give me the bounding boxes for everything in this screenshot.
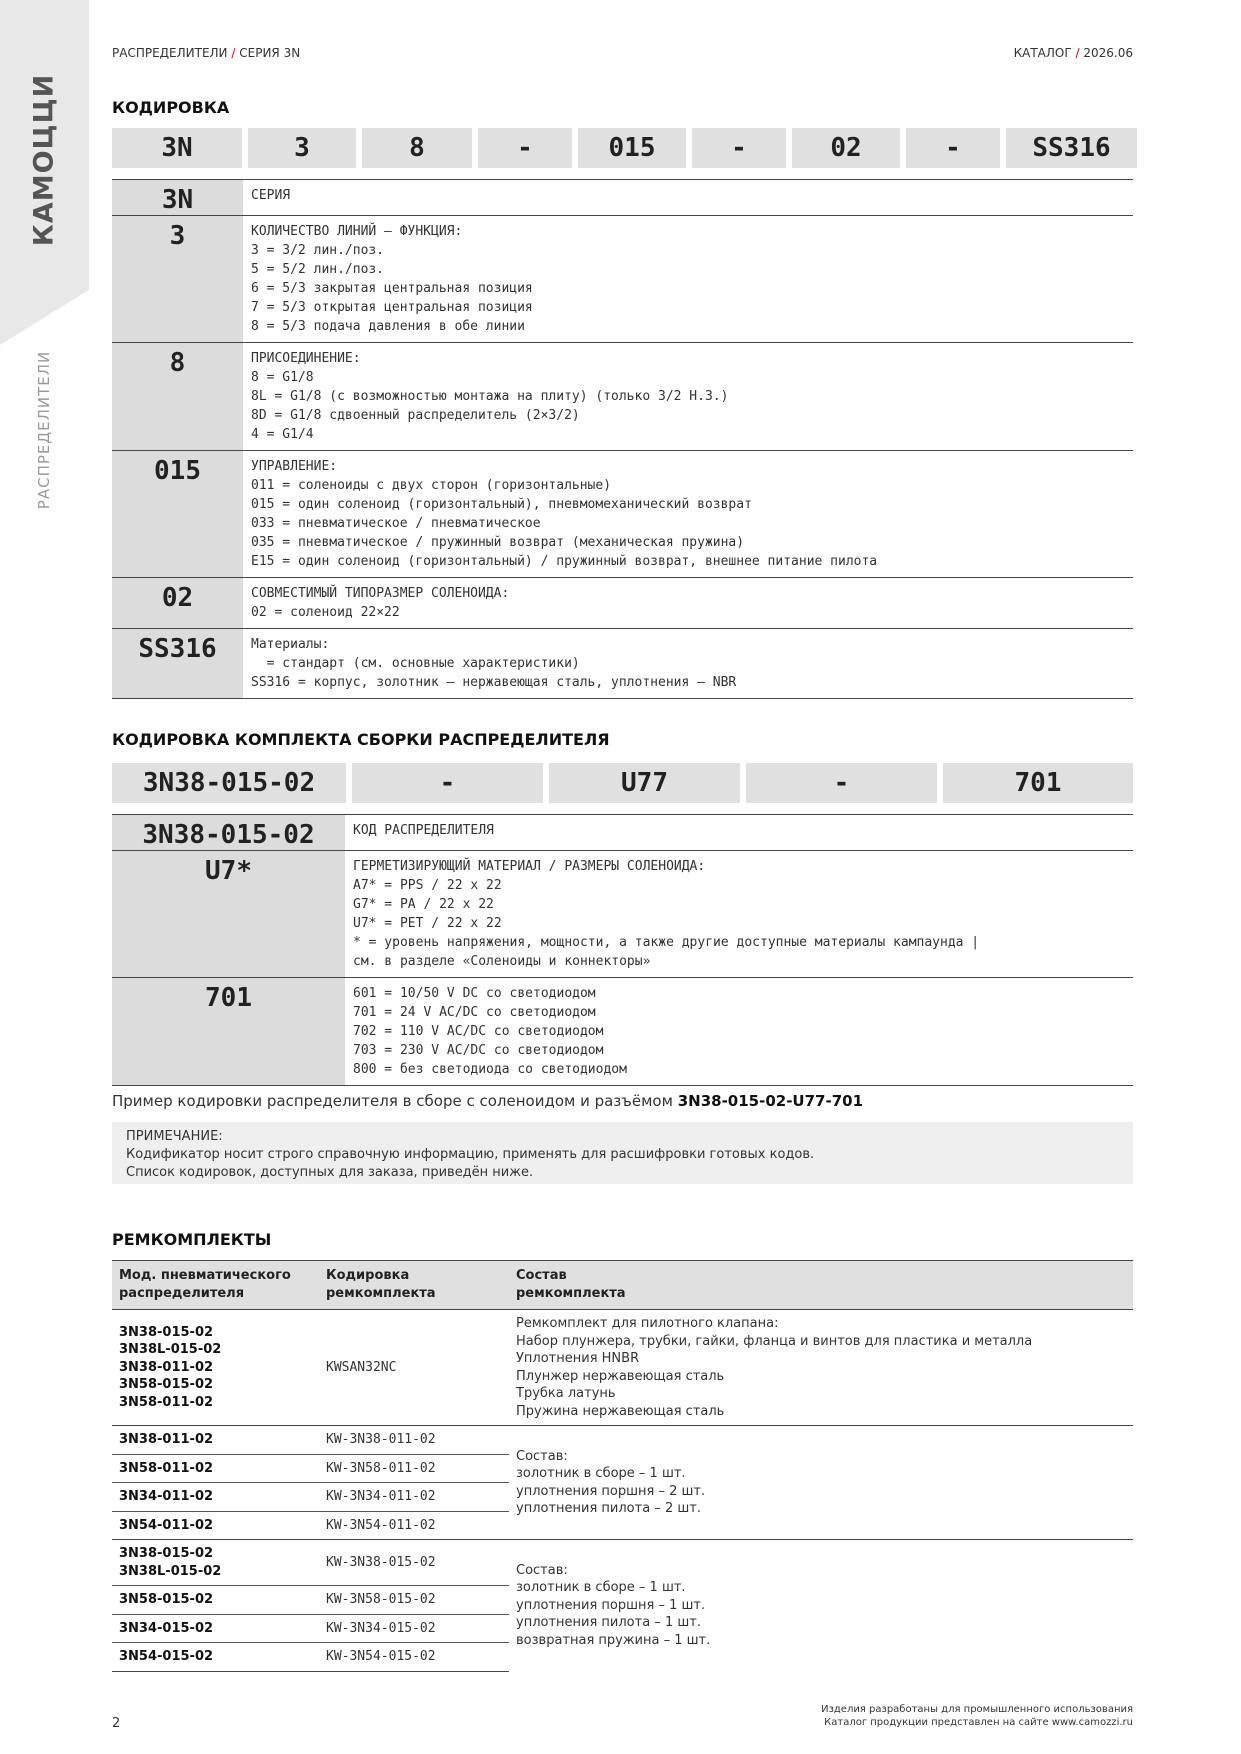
kit-cell: KW-3N34-015-02 (319, 1614, 509, 1643)
code-row (112, 629, 1133, 699)
composition-line: уплотнения пилота – 1 шт. (516, 1615, 701, 1631)
model-code: 3N58-015-02 (119, 1377, 214, 1393)
code-segment: - (746, 763, 937, 803)
code-value: 02 (112, 578, 243, 628)
kit-cell: KW-3N38-015-02 (319, 1540, 509, 1586)
code-segment: 02 (792, 128, 900, 168)
code-value: 3N38-015-02 (112, 815, 345, 850)
description-line: 015 = один соленоид (горизонтальный), пневмомеханический возврат (251, 497, 752, 512)
footer-note (821, 1703, 1133, 1729)
example-text: Пример кодировки распределителя в сборе с соленоидом и разъёмом (112, 1092, 673, 1110)
model-cell: 3N54-015-02 (112, 1643, 319, 1672)
description-line: 6 = 5/3 закрытая центральная позиция (251, 281, 533, 296)
footer-line-2: Каталог продукции представлен на сайте www.camozzi.ru (824, 1717, 1133, 1728)
model-code: 3N38-011-02 (119, 1359, 214, 1375)
breadcrumb (112, 46, 300, 60)
description-line: КОЛИЧЕСТВО ЛИНИЙ – ФУНКЦИЯ: (251, 224, 463, 239)
composition-line: Трубка латунь (516, 1386, 616, 1401)
repair-kits-table (112, 1260, 1133, 1672)
model-cell: 3N58-015-02 (112, 1586, 319, 1615)
composition-line: уплотнения поршня – 1 шт. (516, 1597, 706, 1613)
code-value: 3 (112, 216, 243, 342)
catalog-label: КАТАЛОГ (1013, 46, 1072, 60)
description-line: 7 = 5/3 открытая центральная позиция (251, 300, 533, 315)
repair-title: РЕМКОМПЛЕКТЫ (112, 1230, 272, 1249)
breadcrumb-separator: / (231, 46, 236, 60)
kit-cell: KWSAN32NC (319, 1310, 509, 1426)
code-segment: U77 (549, 763, 740, 803)
code-segment: 701 (943, 763, 1133, 803)
description-line: 035 = пневматическое / пружинный возврат (механическая пружина) (251, 535, 745, 550)
breadcrumb-series: СЕРИЯ 3N (239, 46, 301, 60)
kit-coding-bar (112, 763, 1133, 803)
code-row (112, 978, 1133, 1086)
description-line: 8L = G1/8 (с возможностью монтажа на плиту) (только 3/2 Н.З.) (251, 389, 729, 404)
kit-coding-table (112, 814, 1133, 1086)
description-line: 4 = G1/4 (251, 427, 314, 442)
description-line: SS316 = корпус, золотник – нержавеющая сталь, уплотнения – NBR (251, 675, 737, 690)
description-line: 011 = соленоиды с двух сторон (горизонтальные) (251, 478, 612, 493)
kit-cell: KW-3N38-011-02 (319, 1426, 509, 1455)
note-box (112, 1122, 1133, 1184)
code-segment: - (906, 128, 1000, 168)
description-line: 8D = G1/8 сдвоенный распределитель (2×3/2) (251, 408, 580, 423)
repair-header-row (112, 1261, 1133, 1310)
composition-line: Состав: (516, 1448, 568, 1464)
description-line: СЕРИЯ (251, 188, 291, 203)
note-line-2: Список кодировок, доступных для заказа, приведён ниже. (126, 1165, 534, 1180)
description-line: 3 = 3/2 лин./поз. (251, 243, 385, 258)
code-value: U7* (112, 851, 345, 977)
code-segment: 3 (248, 128, 356, 168)
composition-line: золотник в сборе – 1 шт. (516, 1466, 686, 1481)
code-row (112, 851, 1133, 978)
coding-bar (112, 128, 1133, 168)
model-code: 3N58-011-02 (119, 1394, 214, 1410)
description-line: УПРАВЛЕНИЕ: (251, 459, 338, 474)
description-line: 703 = 230 V AC/DC со светодиодом (353, 1043, 604, 1058)
code-value: 8 (112, 343, 243, 450)
catalog-separator: / (1075, 46, 1080, 60)
description-line: E15 = один соленоид (горизонтальный) / пружинный возврат, внешнее питание пилота (251, 554, 878, 569)
code-segment: 015 (578, 128, 686, 168)
example-code: 3N38-015-02-U77-701 (677, 1092, 864, 1110)
coding-table (112, 179, 1133, 699)
description-line: A7* = PPS / 22 x 22 (353, 878, 502, 893)
code-segment: 3N38-015-02 (112, 763, 346, 803)
code-segment: SS316 (1006, 128, 1137, 168)
kit-cell: KW-3N54-011-02 (319, 1511, 509, 1540)
code-segment: - (692, 128, 786, 168)
description-line: = стандарт (см. основные характеристики) (251, 656, 580, 671)
table-row (112, 1426, 1133, 1455)
composition-line: Пружина нержавеющая сталь (516, 1403, 725, 1419)
kit-cell: KW-3N58-015-02 (319, 1586, 509, 1615)
description-line: КОД РАСПРЕДЕЛИТЕЛЯ (353, 823, 494, 838)
model-cell: 3N34-011-02 (112, 1483, 319, 1512)
header-model: Мод. пневматического распределителя (112, 1261, 319, 1310)
code-row (112, 343, 1133, 451)
catalog-version (1014, 46, 1133, 60)
code-description (243, 343, 1133, 450)
description-line: G7* = PA / 22 x 22 (353, 897, 494, 912)
composition-line: Уплотнения HNBR (516, 1351, 640, 1366)
code-description (243, 629, 1133, 698)
sidebar-section-label: РАСПРЕДЕЛИТЕЛИ (35, 350, 53, 510)
code-segment: 8 (362, 128, 472, 168)
description-line: 8 = 5/3 подача давления в обе линии (251, 319, 525, 334)
code-row (112, 216, 1133, 343)
kit-cell: KW-3N54-015-02 (319, 1643, 509, 1672)
composition-line: Ремкомплект для пилотного клапана: (516, 1316, 779, 1331)
model-cell: 3N58-011-02 (112, 1454, 319, 1483)
code-value: 015 (112, 451, 243, 577)
model-cell: 3N54-011-02 (112, 1511, 319, 1540)
code-description (243, 180, 1133, 215)
model-code: 3N38-015-02 (119, 1324, 214, 1340)
composition-line: возвратная пружина – 1 шт. (516, 1632, 711, 1648)
code-description (243, 451, 1133, 577)
code-segment: - (352, 763, 543, 803)
code-row (112, 180, 1133, 216)
breadcrumb-section: РАСПРЕДЕЛИТЕЛИ (112, 46, 228, 60)
composition-line: Плунжер нержавеющая сталь (516, 1368, 725, 1384)
description-line: ПРИСОЕДИНЕНИЕ: (251, 351, 361, 366)
composition-cell (509, 1540, 1133, 1672)
header-composition: Состав ремкомплекта (509, 1261, 1133, 1310)
description-line: 800 = без светодиода со светодиодом (353, 1062, 627, 1077)
composition-line: золотник в сборе – 1 шт. (516, 1580, 686, 1596)
description-line: 8 = G1/8 (251, 370, 314, 385)
code-description (243, 578, 1133, 628)
description-line: 601 = 10/50 V DC со светодиодом (353, 986, 596, 1001)
code-description (243, 216, 1133, 342)
header-kit: Кодировка ремкомплекта (319, 1261, 509, 1310)
model-cell: 3N38-015-02 3N38L-015-02 (112, 1540, 319, 1586)
code-value: SS316 (112, 629, 243, 698)
code-row (112, 815, 1133, 851)
kit-cell: KW-3N58-011-02 (319, 1454, 509, 1483)
composition-line: Состав: (516, 1562, 568, 1578)
brand-logo: КАМОЦЦИ (28, 73, 60, 247)
composition-line: уплотнения пилота – 2 шт. (516, 1501, 701, 1516)
code-row (112, 578, 1133, 629)
page-number: 2 (112, 1716, 121, 1731)
composition-cell (509, 1310, 1133, 1426)
description-line: см. в разделе «Соленоиды и коннекторы» (353, 954, 651, 969)
description-line: 5 = 5/2 лин./поз. (251, 262, 385, 277)
kit-coding-title: КОДИРОВКА КОМПЛЕКТА СБОРКИ РАСПРЕДЕЛИТЕЛЯ (112, 730, 610, 749)
code-description (345, 978, 1133, 1085)
description-line: 701 = 24 V AC/DC со светодиодом (353, 1005, 596, 1020)
model-cell (112, 1310, 319, 1426)
code-value: 701 (112, 978, 345, 1085)
description-line: 033 = пневматическое / пневматическое (251, 516, 541, 531)
composition-line: уплотнения поршня – 2 шт. (516, 1483, 706, 1499)
code-row (112, 451, 1133, 578)
description-line: 02 = соленоид 22×22 (251, 605, 400, 620)
code-description (345, 815, 1133, 850)
model-code: 3N38L-015-02 (119, 1342, 222, 1358)
code-segment: - (478, 128, 572, 168)
description-line: U7* = PET / 22 x 22 (353, 916, 502, 931)
coding-title: КОДИРОВКА (112, 98, 230, 117)
description-line: 702 = 110 V AC/DC со светодиодом (353, 1024, 604, 1039)
code-description (345, 851, 1133, 977)
model-cell: 3N38-011-02 (112, 1426, 319, 1455)
composition-line: Набор плунжера, трубки, гайки, фланца и винтов для пластика и металла (516, 1333, 1033, 1349)
table-row (112, 1540, 1133, 1586)
description-line: ГЕРМЕТИЗИРУЮЩИЙ МАТЕРИАЛ / РАЗМЕРЫ СОЛЕНОИДА: (353, 859, 706, 874)
kit-cell: KW-3N34-011-02 (319, 1483, 509, 1512)
composition-cell (509, 1426, 1133, 1540)
note-title: ПРИМЕЧАНИЕ: (126, 1129, 223, 1144)
description-line: СОВМЕСТИМЫЙ ТИПОРАЗМЕР СОЛЕНОИДА: (251, 586, 510, 601)
description-line: * = уровень напряжения, мощности, а также другие доступные материалы кампаунда | (353, 935, 980, 950)
footer-line-1: Изделия разработаны для промышленного использования (821, 1704, 1133, 1715)
note-line-1: Кодификатор носит строго справочную информацию, применять для расшифровки готовых кодов. (126, 1147, 815, 1162)
example-line (112, 1092, 863, 1110)
table-row (112, 1310, 1133, 1426)
catalog-date: 2026.06 (1083, 46, 1133, 60)
model-cell: 3N34-015-02 (112, 1614, 319, 1643)
code-value: 3N (112, 180, 243, 215)
code-segment: 3N (112, 128, 242, 168)
description-line: Материалы: (251, 637, 330, 652)
